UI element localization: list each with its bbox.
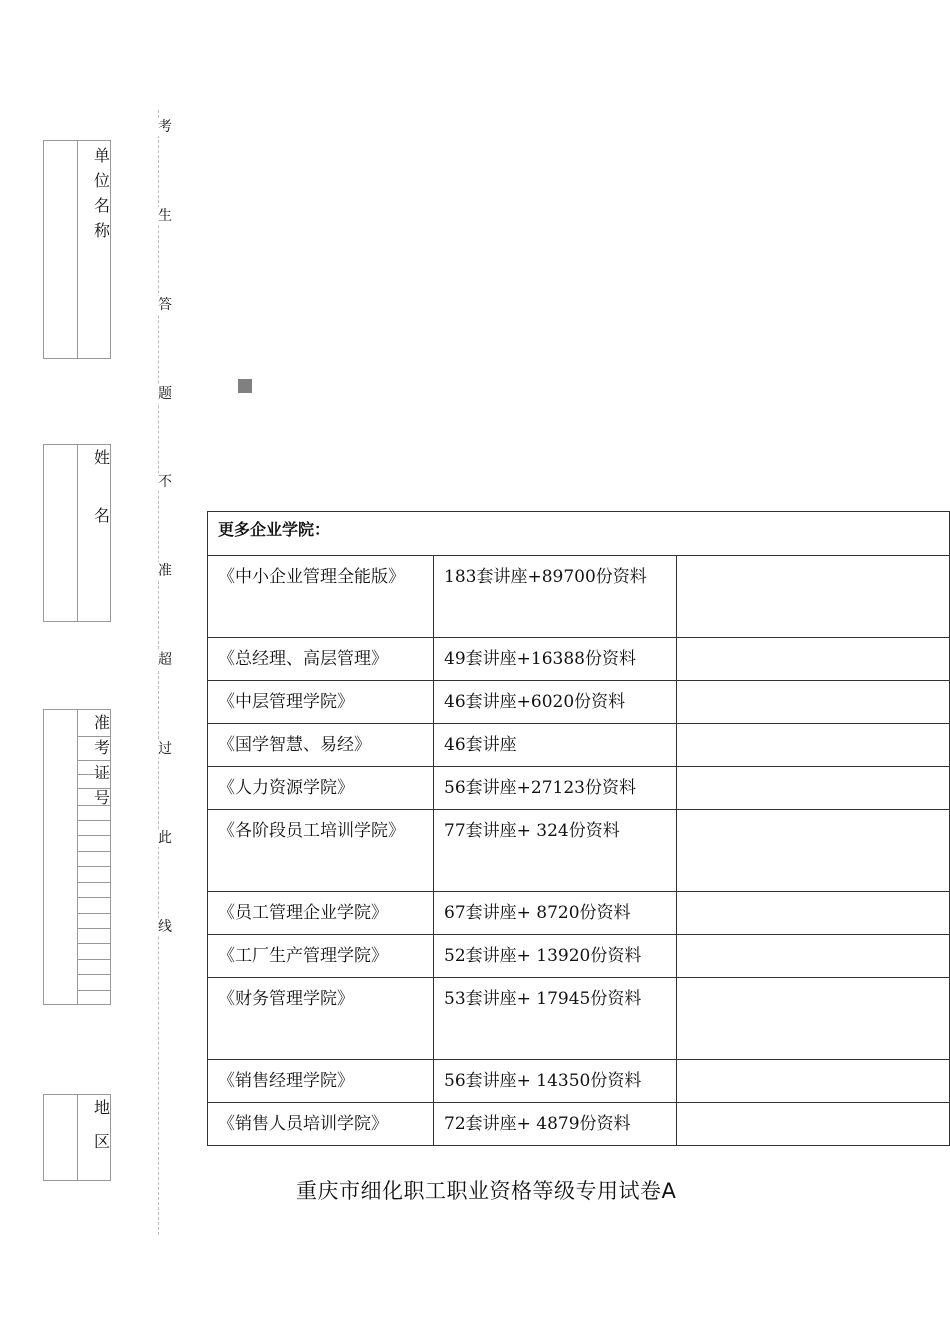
course-table xyxy=(207,511,950,1146)
course-content: 56套讲座+ 14350份资料 xyxy=(434,1060,677,1103)
cut-line-char: 线 xyxy=(158,919,172,935)
course-extra xyxy=(677,810,950,892)
table-row xyxy=(208,810,950,892)
region-label-1: 地 xyxy=(94,1098,111,1117)
table-row xyxy=(208,556,950,638)
document-title: 重庆市细化职工职业资格等级专用试卷A xyxy=(296,1179,677,1203)
cut-line-char: 此 xyxy=(158,830,172,846)
course-name: 《各阶段员工培训学院》 xyxy=(208,810,434,892)
course-name: 《总经理、高层管理》 xyxy=(208,638,434,681)
course-extra xyxy=(677,767,950,810)
course-name: 《中小企业管理全能版》 xyxy=(208,556,434,638)
table-row xyxy=(208,1103,950,1146)
course-content: 49套讲座+16388份资料 xyxy=(434,638,677,681)
course-content: 46套讲座+6020份资料 xyxy=(434,681,677,724)
exam-number-label: 准 考 证 号 xyxy=(94,713,111,807)
course-content: 52套讲座+ 13920份资料 xyxy=(434,935,677,978)
box-divider xyxy=(77,141,78,358)
table-row xyxy=(208,892,950,935)
course-content: 46套讲座 xyxy=(434,724,677,767)
cut-line-char: 准 xyxy=(158,563,172,579)
course-extra xyxy=(677,978,950,1060)
table-row xyxy=(208,935,950,978)
cut-line-char: 答 xyxy=(158,297,172,313)
course-extra xyxy=(677,1060,950,1103)
table-row xyxy=(208,1060,950,1103)
course-content: 53套讲座+ 17945份资料 xyxy=(434,978,677,1060)
exam-number-box xyxy=(43,709,111,1005)
course-extra xyxy=(677,638,950,681)
course-name: 《销售人员培训学院》 xyxy=(208,1103,434,1146)
table-row xyxy=(208,724,950,767)
region-label-2: 区 xyxy=(94,1132,111,1151)
cut-line-char: 超 xyxy=(158,652,172,668)
name-box xyxy=(43,444,111,622)
course-name: 《销售经理学院》 xyxy=(208,1060,434,1103)
course-extra xyxy=(677,681,950,724)
course-name: 《工厂生产管理学院》 xyxy=(208,935,434,978)
course-name: 《员工管理企业学院》 xyxy=(208,892,434,935)
square-bullet-icon xyxy=(238,379,252,393)
table-heading: 更多企业学院： xyxy=(208,512,950,556)
unit-name-box xyxy=(43,140,111,359)
box-divider xyxy=(77,1095,78,1180)
course-content: 72套讲座+ 4879份资料 xyxy=(434,1103,677,1146)
cut-line-char: 题 xyxy=(158,386,172,402)
cut-line-char: 生 xyxy=(158,208,172,224)
table-row xyxy=(208,767,950,810)
course-name: 《国学智慧、易经》 xyxy=(208,724,434,767)
course-name: 《财务管理学院》 xyxy=(208,978,434,1060)
course-content: 183套讲座+89700份资料 xyxy=(434,556,677,638)
course-extra xyxy=(677,724,950,767)
table-row xyxy=(208,681,950,724)
table-row xyxy=(208,638,950,681)
course-content: 56套讲座+27123份资料 xyxy=(434,767,677,810)
region-box xyxy=(43,1094,111,1181)
box-divider xyxy=(77,445,78,621)
table-row xyxy=(208,978,950,1060)
course-extra xyxy=(677,935,950,978)
cut-line-char: 考 xyxy=(158,119,172,135)
name-label-2: 名 xyxy=(94,506,111,525)
name-label-1: 姓 xyxy=(94,448,111,467)
course-name: 《中层管理学院》 xyxy=(208,681,434,724)
course-extra xyxy=(677,556,950,638)
cut-line-char: 不 xyxy=(158,474,172,490)
cut-line xyxy=(158,110,159,1235)
course-extra xyxy=(677,892,950,935)
unit-name-label: 单 位 名 称 xyxy=(94,146,111,240)
course-name: 《人力资源学院》 xyxy=(208,767,434,810)
course-content: 77套讲座+ 324份资料 xyxy=(434,810,677,892)
course-content: 67套讲座+ 8720份资料 xyxy=(434,892,677,935)
cut-line-char: 过 xyxy=(158,741,172,757)
course-extra xyxy=(677,1103,950,1146)
